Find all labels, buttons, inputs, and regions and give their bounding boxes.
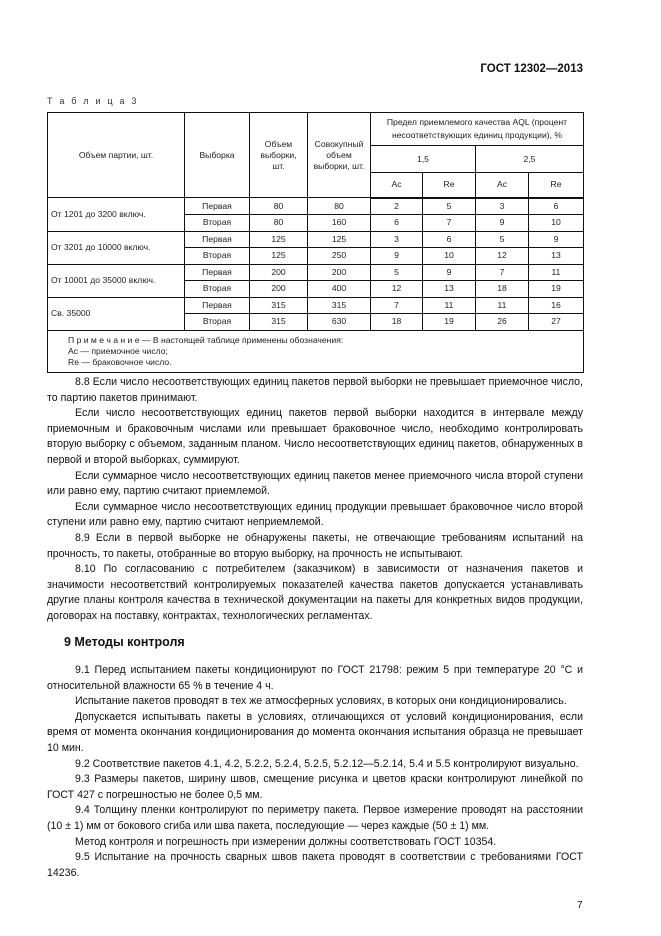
- header-ac: Ac: [476, 173, 529, 198]
- table-cell: Вторая: [185, 314, 250, 331]
- lot-size-cell: От 1201 до 3200 включ.: [48, 198, 185, 232]
- paragraph: 8.9 Если в первой выборке не обнаружены пакеты, не отвечающие требованиям испытаний на прочность, то пакеты, отобранные во вторую выборку, на прочность не испытывают.: [47, 531, 583, 560]
- table-cell: Вторая: [185, 248, 250, 265]
- table-row: [48, 264, 584, 281]
- table-cell: Первая: [185, 231, 250, 248]
- table-cell: 3: [371, 231, 423, 248]
- table-note: [48, 330, 584, 372]
- table-cell: 9: [476, 215, 529, 232]
- header-aql-2-5: 2,5: [476, 146, 584, 173]
- table-cell: 5: [476, 231, 529, 248]
- document-header: ГОСТ 12302—2013: [480, 63, 583, 75]
- lot-size-cell: От 10001 до 35000 включ.: [48, 264, 185, 297]
- table-cell: 6: [529, 198, 584, 215]
- table-cell: 6: [423, 231, 476, 248]
- table-cell: 80: [250, 198, 308, 215]
- header-re: Re: [529, 173, 584, 198]
- header-lot: Объем партии, шт.: [48, 113, 185, 198]
- table-cell: 9: [529, 231, 584, 248]
- table-cell: 26: [476, 314, 529, 331]
- note-line: П р и м е ч а н и е — В настоящей таблице применены обозначения:: [68, 334, 344, 345]
- lot-size-cell: От 3201 до 10000 включ.: [48, 231, 185, 264]
- header-re: Re: [423, 173, 476, 198]
- table-cell: 80: [308, 198, 371, 215]
- table-cell: 19: [529, 281, 584, 298]
- table-cell: 250: [308, 248, 371, 265]
- table-cell: 19: [423, 314, 476, 331]
- header-sample: Выборка: [185, 113, 250, 198]
- header-size: Объем выборки, шт.: [250, 113, 308, 198]
- table-cell: 11: [476, 297, 529, 314]
- page-number: 7: [577, 900, 583, 911]
- table-cell: 7: [371, 297, 423, 314]
- paragraph: 9.5 Испытание на прочность сварных швов пакета проводят в соответствии с требованиями ГОСТ 14236.: [47, 851, 583, 879]
- paragraph: 8.10 По согласованию с потребителем (заказчиком) в зависимости от назначения пакетов и значимости несоответствий контролируемых показателей качества пакетов допускается устанавливать другие планы контроля качества в технической документации на пакеты для конкретных видов продукции, договорах на поставку, контрактах, технологических регламентах.: [47, 563, 583, 622]
- table-cell: 9: [371, 248, 423, 265]
- table-cell: 125: [308, 231, 371, 248]
- paragraph: Если число несоответствующих единиц пакетов первой выборки находится в интервале между приемочным и браковочным числами или превышает браковочное число, необходимо контролировать вторую выборку с объемом, заданным планом. Число несоответствующих единиц пакетов, обнаруженных в первой и второй выборках, суммируют.: [47, 407, 583, 466]
- table-cell: 80: [250, 215, 308, 232]
- table-cell: 630: [308, 314, 371, 331]
- table-cell: 7: [476, 264, 529, 281]
- table-cell: 3: [476, 198, 529, 215]
- section-title: 9 Методы контроля: [64, 634, 185, 649]
- body-text: [47, 375, 583, 881]
- table-cell: 27: [529, 314, 584, 331]
- paragraph: 9.2 Соответствие пакетов 4.1, 4.2, 5.2.2, 5.2.4, 5.2.5, 5.2.12—5.2.14, 5.4 и 5.5 контролируют визуально.: [75, 757, 579, 770]
- table-cell: 12: [476, 248, 529, 265]
- paragraph: 9.4 Толщину пленки контролируют по периметру пакета. Первое измерение проводят на расстоянии (10 ± 1) мм от бокового сгиба или шва пакета, последующие — через каждые (50 ± 1) мм.: [47, 804, 583, 833]
- paragraph: 9.3 Размеры пакетов, ширину швов, смещение рисунка и цветов краски контролируют линейкой по ГОСТ 427 с погрешностью не более 0,5 мм.: [47, 773, 583, 801]
- paragraph: 8.8 Если число несоответствующих единиц пакетов первой выборки не превышает приемочное число, то партию пакетов принимают.: [47, 376, 583, 404]
- note-line: Ac — приемочное число;: [68, 345, 168, 356]
- table-cell: 13: [529, 248, 584, 265]
- header-cum: Совокупный объем выборки, шт.: [308, 113, 371, 198]
- table-cell: 16: [529, 297, 584, 314]
- table-cell: 200: [250, 264, 308, 281]
- table-cell: 315: [250, 314, 308, 331]
- table-row: [48, 198, 584, 215]
- header-aql-1-5: 1,5: [371, 146, 476, 173]
- paragraph: 9.1 Перед испытанием пакеты кондиционируют по ГОСТ 21798: режим 5 при температуре 20 °C и относительной влажности 65 % в течение 4 ч.: [47, 664, 583, 692]
- sampling-table: [47, 112, 584, 373]
- table-cell: Первая: [185, 297, 250, 314]
- table-cell: 7: [423, 215, 476, 232]
- header-ac: Ac: [371, 173, 423, 198]
- table-cell: 9: [423, 264, 476, 281]
- table-cell: 315: [250, 297, 308, 314]
- table-cell: 200: [308, 264, 371, 281]
- table-cell: 160: [308, 215, 371, 232]
- table-cell: Первая: [185, 264, 250, 281]
- table-cell: Вторая: [185, 215, 250, 232]
- table-cell: 5: [423, 198, 476, 215]
- table-cell: 2: [371, 198, 423, 215]
- paragraph: Метод контроля и погрешность при измерении должны соответствовать ГОСТ 10354.: [75, 835, 497, 848]
- table-cell: Вторая: [185, 281, 250, 298]
- table-cell: 11: [529, 264, 584, 281]
- table-cell: 400: [308, 281, 371, 298]
- paragraph: Если суммарное число несоответствующих единиц пакетов менее приемочного числа второй ступени или равно ему, партию считают приемлемой.: [47, 469, 583, 498]
- table-cell: 10: [529, 215, 584, 232]
- paragraph: Если суммарное число несоответствующих единиц продукции превышает браковочное число второй ступени или равно ему, партию считают неприемлемой.: [47, 500, 583, 529]
- table-cell: 18: [371, 314, 423, 331]
- table-cell: 5: [371, 264, 423, 281]
- table-cell: 10: [423, 248, 476, 265]
- lot-size-cell: Св. 35000: [48, 297, 185, 330]
- paragraph: Допускается испытывать пакеты в условиях, отличающихся от условий кондиционирования, если время от момента окончания кондиционирования до момента окончания испытания образца не превышает 10 мин.: [47, 710, 583, 755]
- table-row: [48, 297, 584, 314]
- header-aql: Предел приемлемого качества AQL (процент несоответствующих единиц продукции), %: [371, 113, 584, 146]
- table-cell: Первая: [185, 198, 250, 215]
- table-cell: 13: [423, 281, 476, 298]
- table-cell: 12: [371, 281, 423, 298]
- table-cell: 125: [250, 248, 308, 265]
- table-caption: Т а б л и ц а 3: [47, 96, 139, 106]
- table-cell: 200: [250, 281, 308, 298]
- table-cell: 315: [308, 297, 371, 314]
- table-cell: 6: [371, 215, 423, 232]
- note-line: Re — браковочное число.: [68, 356, 172, 367]
- table-row: [48, 231, 584, 248]
- table-cell: 11: [423, 297, 476, 314]
- table-cell: 125: [250, 231, 308, 248]
- table-cell: 18: [476, 281, 529, 298]
- paragraph: Испытание пакетов проводят в тех же атмосферных условиях, в которых они кондиционировались.: [75, 695, 567, 708]
